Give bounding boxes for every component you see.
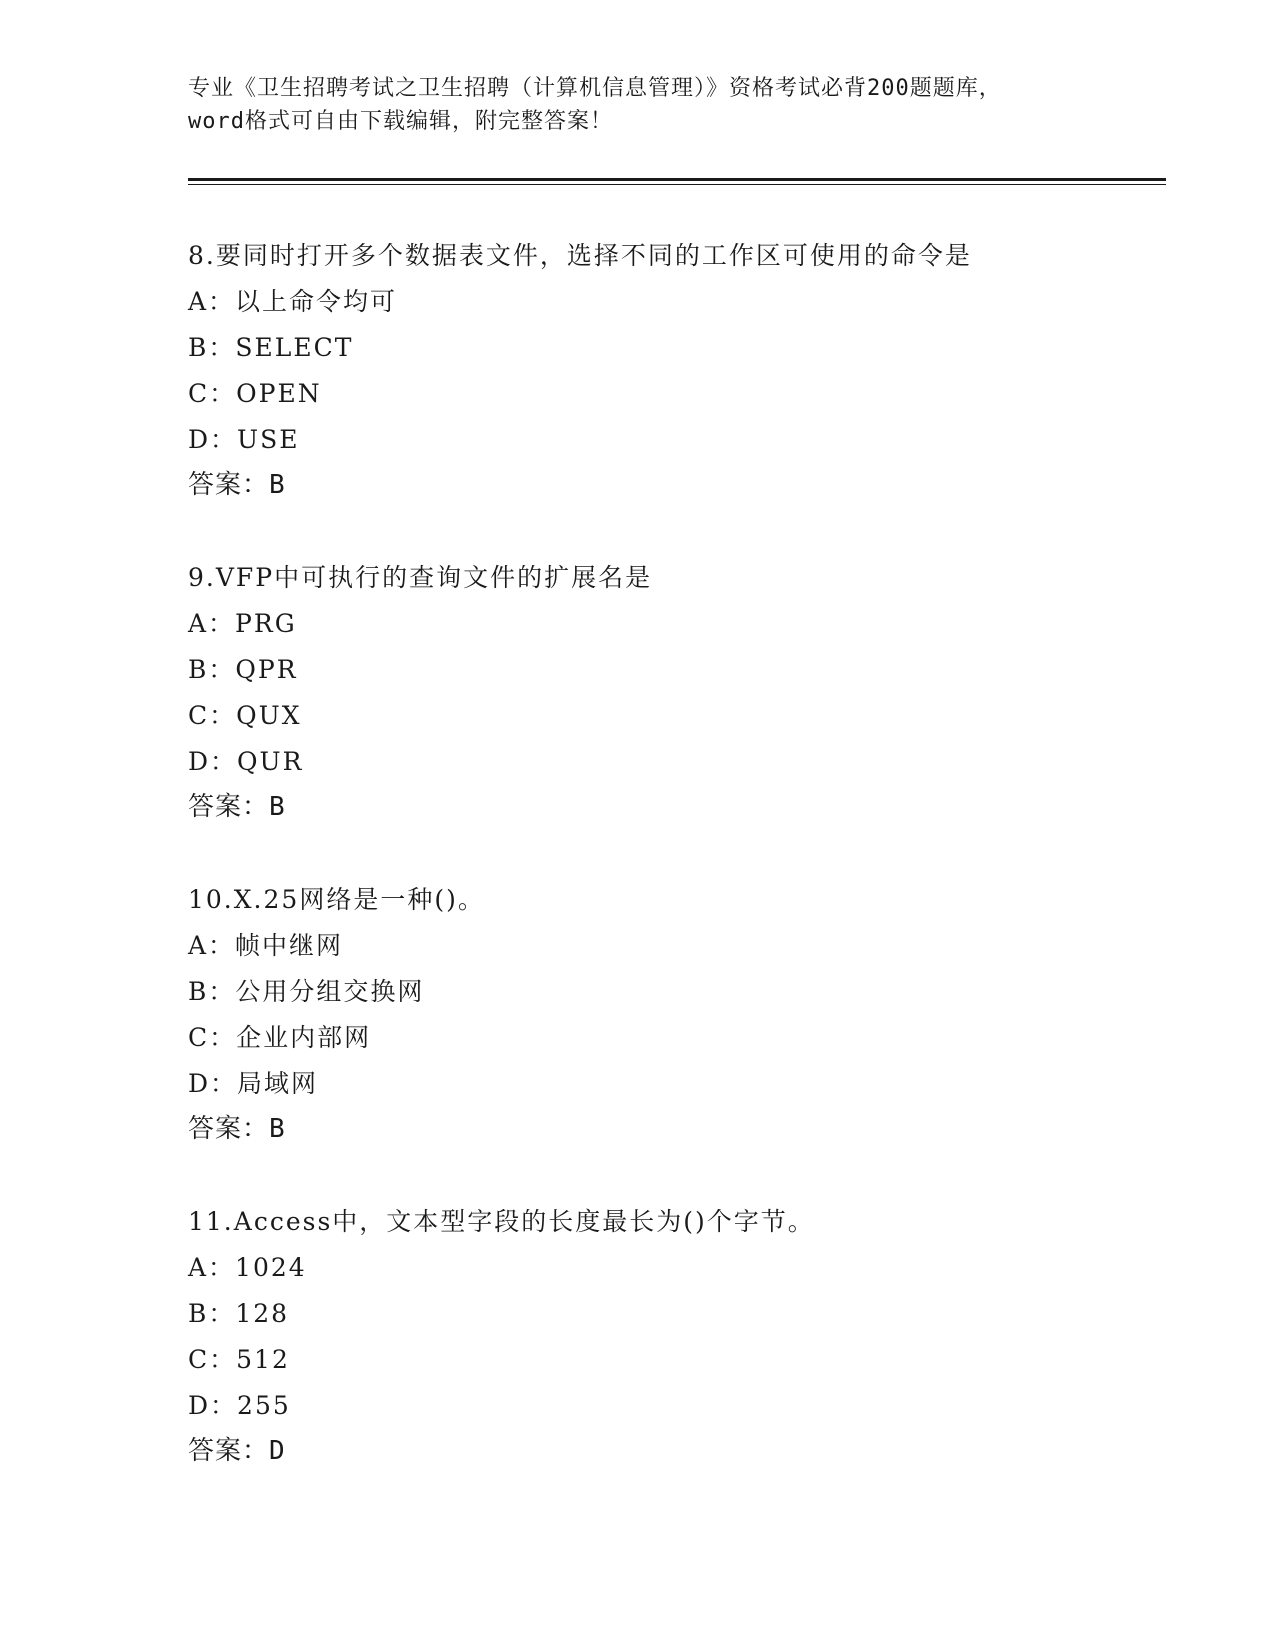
- header-divider-thin: [188, 184, 1166, 185]
- header-divider: [188, 178, 1166, 181]
- option-c: C：企业内部网: [188, 1023, 372, 1052]
- answer-line: 答案：B: [188, 470, 286, 500]
- question-stem: 9.VFP中可执行的查询文件的扩展名是: [188, 563, 653, 592]
- question-block: [188, 555, 1168, 829]
- option-d: D：QUR: [188, 747, 304, 776]
- option-b: B：SELECT: [188, 333, 354, 362]
- option-b: B：QPR: [188, 655, 298, 684]
- option-a: A：1024: [188, 1253, 307, 1282]
- option-b: B：公用分组交换网: [188, 977, 425, 1006]
- header-line-1: 专业《卫生招聘考试之卫生招聘（计算机信息管理）》资格考试必背200题题库，: [188, 76, 1002, 101]
- question-stem: 10.X.25网络是一种()。: [188, 885, 485, 914]
- option-a: A：帧中继网: [188, 931, 344, 960]
- option-c: C：512: [188, 1345, 290, 1374]
- option-d: D：USE: [188, 425, 300, 454]
- question-stem: 8.要同时打开多个数据表文件，选择不同的工作区可使用的命令是: [188, 241, 972, 270]
- option-a: A：以上命令均可: [188, 287, 398, 316]
- option-d: D：局域网: [188, 1069, 319, 1098]
- option-d: D：255: [188, 1391, 291, 1420]
- answer-line: 答案：B: [188, 1114, 286, 1144]
- answer-line: 答案：B: [188, 792, 286, 822]
- question-block: [188, 877, 1168, 1151]
- option-a: A：PRG: [188, 609, 297, 638]
- option-c: C：QUX: [188, 701, 302, 730]
- option-b: B：128: [188, 1299, 290, 1328]
- question-stem: 11.Access中，文本型字段的长度最长为()个字节。: [188, 1207, 815, 1236]
- document-header: [188, 72, 1088, 138]
- question-block: [188, 1199, 1168, 1473]
- header-line-2: word格式可自由下载编辑，附完整答案！: [188, 109, 613, 134]
- question-block: [188, 233, 1168, 507]
- answer-line: 答案：D: [188, 1436, 286, 1466]
- option-c: C：OPEN: [188, 379, 322, 408]
